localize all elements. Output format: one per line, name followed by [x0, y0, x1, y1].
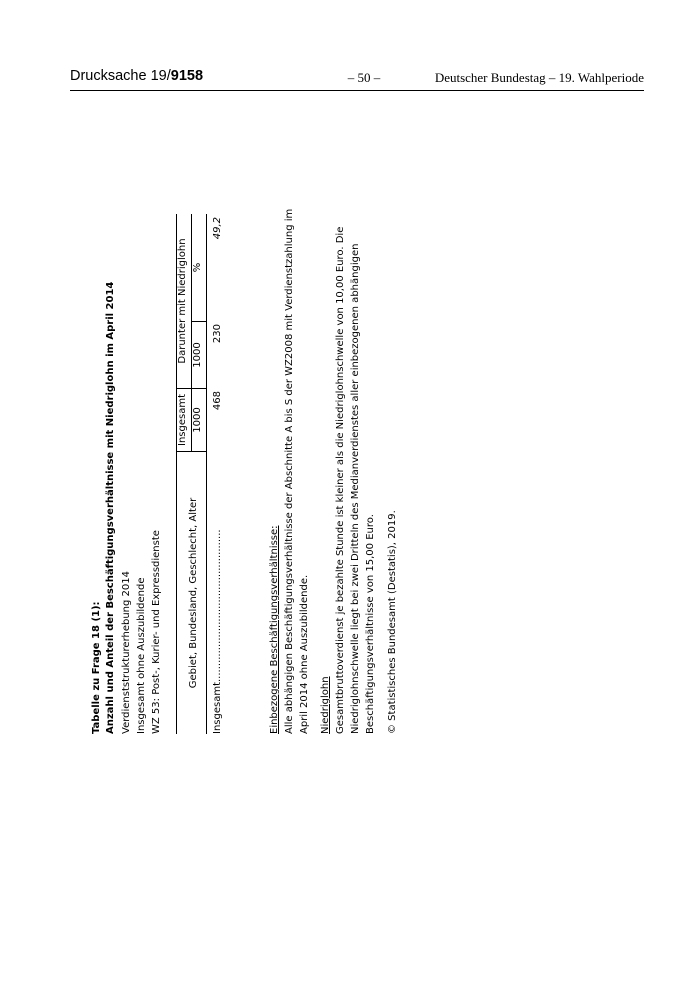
- document-number-value: 9158: [170, 68, 204, 84]
- notes-heading-low-wage: Niedriglohn: [320, 676, 331, 734]
- rotated-content: [90, 208, 420, 734]
- copyright-note: © Statistisches Bundesamt (Destatis), 2019.: [387, 510, 398, 734]
- meta-survey: Verdienststrukturerhebung 2014: [121, 571, 132, 734]
- column-header-insgesamt: Insgesamt: [177, 394, 188, 446]
- rotated-content-area: [60, 210, 640, 750]
- notes-employment-line1: Alle abhängigen Beschäftigungsverhältnisse der Abschnitte A bis S der WZ2008 mit Verdienstzahlung im: [284, 208, 295, 734]
- unit-insgesamt: 1000: [192, 407, 203, 433]
- value-niedriglohn: 230: [212, 324, 223, 344]
- column-header-niedriglohn: Darunter mit Niedriglohn: [177, 238, 188, 364]
- row-label-insgesamt: Insgesamt................................................: [212, 529, 223, 734]
- meta-scope: Insgesamt ohne Auszubildende: [136, 577, 147, 734]
- unit-niedriglohn: 1000: [192, 342, 203, 368]
- column-divider: [191, 321, 206, 322]
- value-insgesamt: 468: [212, 391, 223, 411]
- notes-low-wage-line3: Beschäftigungsverhältnisse von 15,00 Euro.: [365, 514, 376, 734]
- table-subtitle: Anzahl und Anteil der Beschäftigungsverhältnisse mit Niedriglohn im April 2014: [105, 281, 116, 734]
- column-header-region: Gebiet, Bundesland, Geschlecht, Alter: [188, 497, 199, 689]
- document-number-prefix: Drucksache 19/: [70, 68, 171, 84]
- notes-heading-employment: Einbezogene Beschäftigungsverhältnisse:: [269, 525, 280, 734]
- data-table: [176, 214, 228, 734]
- header-bottom-rule: [206, 214, 207, 734]
- notes-employment-line2: April 2014 ohne Auszubildende.: [299, 574, 310, 734]
- page-header: [70, 68, 644, 91]
- table-title: Tabelle zu Frage 18 (1):: [91, 601, 102, 734]
- unit-percent: %: [192, 262, 203, 273]
- parliament-period: Deutscher Bundestag – 19. Wahlperiode: [434, 70, 644, 85]
- document-number: [70, 68, 203, 84]
- value-percent: 49,2: [212, 217, 223, 240]
- meta-sector: WZ 53: Post-, Kurier- und Expressdienste: [151, 530, 162, 734]
- page-number: – 50 –: [347, 70, 381, 85]
- notes-low-wage-line1: Gesamtbruttoverdienst je bezahlte Stunde ist kleiner als die Niedriglohnschwelle von 10,00 Euro. Die: [335, 226, 346, 734]
- notes-low-wage-line2: Niedriglohnschwelle liegt bei zwei Dritteln des Medianverdienstes aller einbezogenen abhängigen: [350, 243, 361, 734]
